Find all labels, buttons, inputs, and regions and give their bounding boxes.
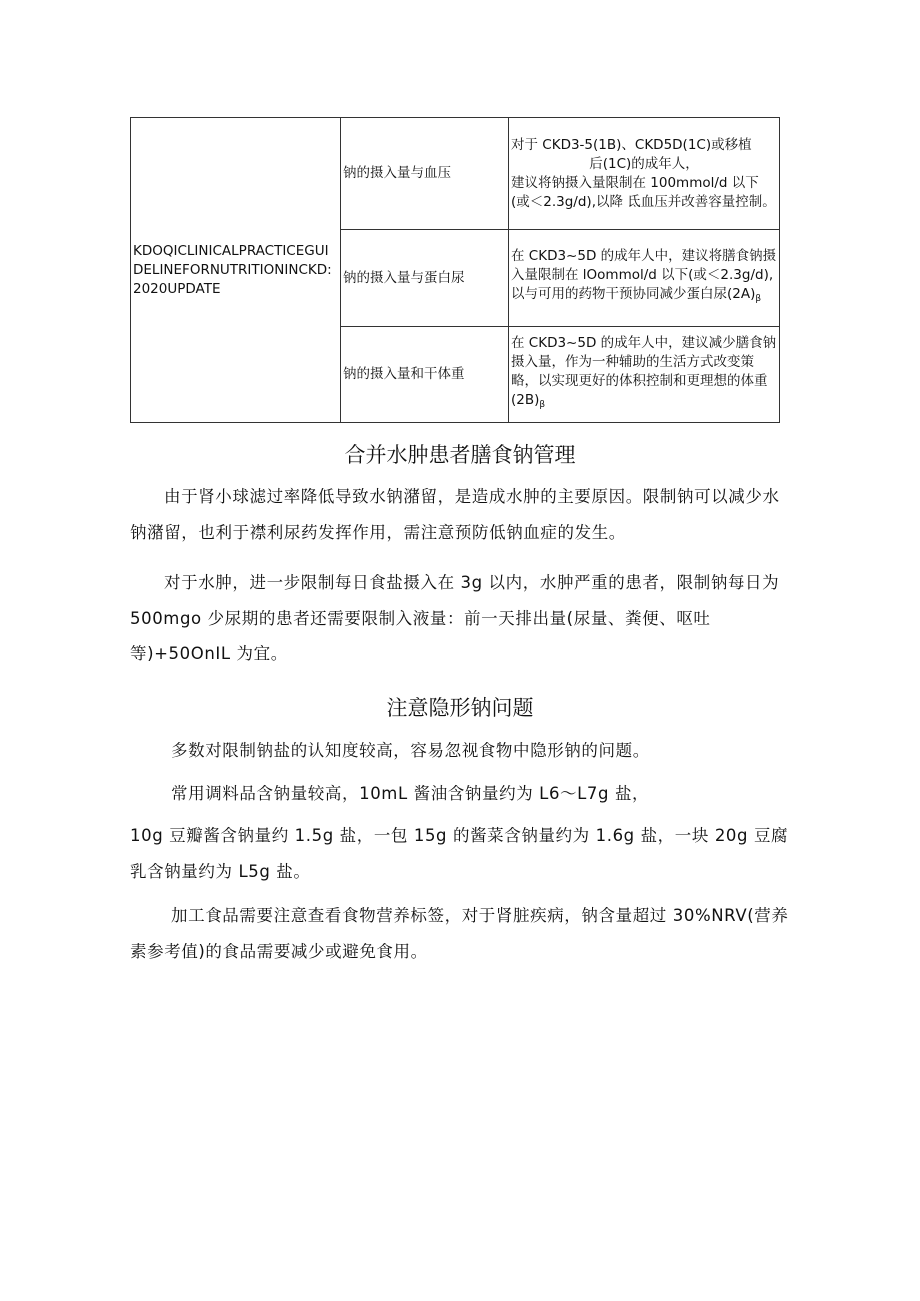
table-row (131, 118, 780, 230)
recommendation-text: 在 CKD3~5D 的成年人中，建议减少膳食钠摄入量，作为一种辅助的生活方式改变策略，以实现更好的体积控制和更理想的体重(2B) (511, 335, 777, 408)
paragraph: 加工食品需要注意查看食物营养标签，对于肾脏疾病，钠含量超过 30%NRV(营养素参考值)的食品需要减少或避免食用。 (130, 906, 789, 961)
recommendation-subscript: β (755, 294, 762, 304)
recommendation-line: 建议将钠摄入量限制在 100mmol/d 以下(或＜2.3g/d),以降 氐血压并改善容量控制。 (511, 174, 776, 210)
recommendation-cell (509, 230, 780, 327)
recommendation-text: 在 CKD3~5D 的成年人中，建议将膳食钠摄入量限制在 lOommol/d 以下(或＜2.3g/d),以与可用的药物干预协同减少蛋白尿(2A) (511, 248, 777, 302)
paragraph: 多数对限制钠盐的认知度较高，容易忽视食物中隐形钠的问题。 (171, 741, 650, 760)
paragraph: 对于水肿，进一步限制每日食盐摄入在 3g 以内，水肿严重的患者，限制钠每日为 500mgo 少尿期的患者还需要限制入液量：前一天排出量(尿量、粪便、呕吐等)+50OnIL 为宜。 (130, 573, 780, 663)
recommendation-subscript: β (539, 400, 546, 410)
topic-cell: 钠的摄入量与蛋白尿 (341, 230, 509, 327)
recommendation-cell (509, 327, 780, 423)
recommendation-line: 对于 CKD3-5(1B)、CKD5D(1C)或移植 (511, 136, 752, 153)
topic-cell: 钠的摄入量与血压 (341, 118, 509, 230)
recommendation-line: 后(1C)的成年人， (589, 155, 699, 172)
paragraph: 常用调料品含钠量较高，10mL 酱油含钠量约为 L6〜L7g 盐， (171, 784, 650, 803)
topic-cell: 钠的摄入量和干体重 (341, 327, 509, 423)
section-title-hidden-sodium: 注意隐形钠问题 (386, 696, 534, 720)
guideline-table (130, 117, 780, 423)
paragraph: 由于肾小球滤过率降低导致水钠潴留，是造成水肿的主要原因。限制钠可以减少水钠潴留，也利于襟利尿药发挥作用，需注意预防低钠血症的发生。 (130, 487, 780, 542)
paragraph: 10g 豆瓣酱含钠量约 1.5g 盐，一包 15g 的酱菜含钠量约为 1.6g 盐，一块 20g 豆腐乳含钠量约为 L5g 盐。 (130, 826, 789, 881)
recommendation-cell (509, 118, 780, 230)
section-title-edema: 合并水肿患者膳食钠管理 (344, 443, 576, 467)
guideline-source-cell: KDOQICLINICALPRACTICEGUIDELINEFORNUTRITIONINCKD:2020UPDATE (131, 118, 341, 423)
